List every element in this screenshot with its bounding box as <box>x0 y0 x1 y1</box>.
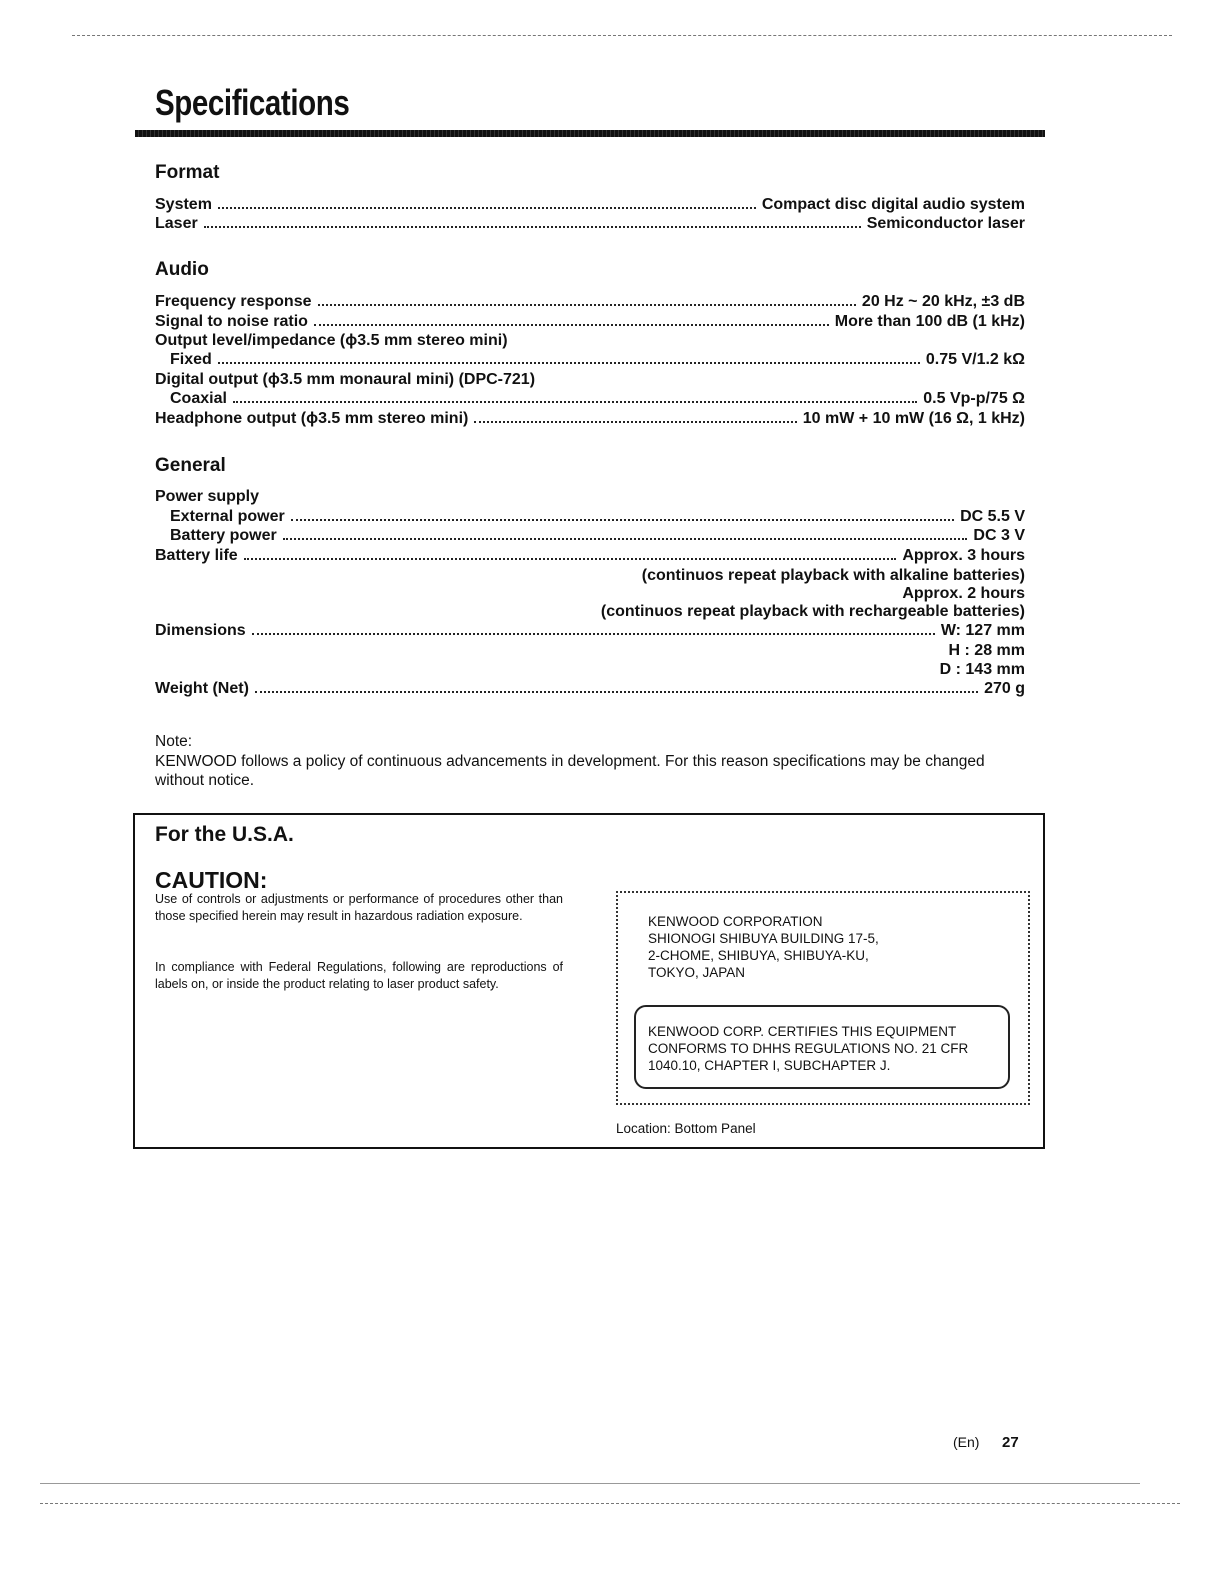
spec-value: W: 127 mm <box>940 622 1025 639</box>
spec-row-laser <box>155 214 1025 233</box>
spec-label: Headphone output (ϕ3.5 mm stereo mini) <box>155 410 469 427</box>
spec-row-external <box>170 507 1025 526</box>
spec-value: DC 3 V <box>973 527 1025 544</box>
spec-row-dimensions <box>155 621 1025 640</box>
note-label: Note: <box>155 733 193 750</box>
note-text: KENWOOD follows a policy of continuous advancements in development. For this reason specifications may be changed without notice. <box>155 753 985 789</box>
certification-text: KENWOOD CORP. CERTIFIES THIS EQUIPMENT CONFORMS TO DHHS REGULATIONS NO. 21 CFR 1040.10, CHAPTER I, SUBCHAPTER J. <box>648 1024 969 1073</box>
address-line: TOKYO, JAPAN <box>648 965 746 980</box>
spec-row-system <box>155 195 1025 214</box>
spec-label: Dimensions <box>155 622 246 639</box>
spec-value: Semiconductor laser <box>866 215 1025 232</box>
footer-language: (En) <box>953 1434 980 1450</box>
scan-bottom-line <box>40 1483 1140 1484</box>
spec-value: 270 g <box>984 680 1025 697</box>
caution-paragraph-2: In compliance with Federal Regulations, following are reproductions of labels on, or inside the product relating to laser product safety. <box>155 960 563 991</box>
spec-label: Battery power <box>170 527 277 544</box>
spec-row-headphone <box>155 409 1025 428</box>
digital-heading: Digital output (ϕ3.5 mm monaural mini) (DPC-721) <box>155 371 536 388</box>
battery-life-note-1: (continuos repeat playback with alkaline batteries) <box>641 567 1025 584</box>
caution-paragraph-1: Use of controls or adjustments or performance of procedures other than those specified herein may result in hazardous radiation exposure. <box>155 892 563 923</box>
format-heading: Format <box>155 162 220 183</box>
spec-value: Compact disc digital audio system <box>761 196 1025 213</box>
power-heading: Power supply <box>155 488 260 505</box>
general-heading: General <box>155 455 226 476</box>
spec-value: 10 mW + 10 mW (16 Ω, 1 kHz) <box>802 410 1025 427</box>
dimension-depth: D : 143 mm <box>939 661 1025 678</box>
spec-label: Laser <box>155 215 198 232</box>
spec-label: Coaxial <box>170 390 227 407</box>
spec-value: 0.75 V/1.2 kΩ <box>925 351 1025 368</box>
certification-label <box>634 1005 1010 1089</box>
spec-label: Frequency response <box>155 293 312 310</box>
spec-row-fixed <box>170 350 1025 369</box>
spec-value: More than 100 dB (1 kHz) <box>834 313 1025 330</box>
spec-row-frequency <box>155 292 1025 311</box>
spec-row-battery <box>170 526 1025 545</box>
audio-heading: Audio <box>155 259 209 280</box>
address-line: KENWOOD CORPORATION <box>648 914 823 929</box>
dimension-height: H : 28 mm <box>948 642 1025 659</box>
spec-row-coaxial <box>170 389 1025 408</box>
address-line: 2-CHOME, SHIBUYA, SHIBUYA-KU, <box>648 948 869 963</box>
spec-label: Fixed <box>170 351 212 368</box>
spec-label: External power <box>170 508 285 525</box>
spec-row-battery-life <box>155 546 1025 565</box>
label-location: Location: Bottom Panel <box>616 1121 756 1136</box>
spec-row-weight <box>155 679 1025 698</box>
spec-value: 0.5 Vp-p/75 Ω <box>923 390 1025 407</box>
spec-label: Battery life <box>155 547 238 564</box>
spec-label: System <box>155 196 212 213</box>
laser-label-reproduction <box>616 891 1030 1105</box>
battery-life-value-2: Approx. 2 hours <box>902 585 1025 602</box>
address-line: SHIONOGI SHIBUYA BUILDING 17-5, <box>648 931 879 946</box>
spec-label: Signal to noise ratio <box>155 313 308 330</box>
page-title: Specifications <box>155 82 350 123</box>
scan-top-line <box>72 35 1172 36</box>
output-heading: Output level/impedance (ϕ3.5 mm stereo mini) <box>155 332 508 349</box>
caution-heading: CAUTION: <box>155 867 268 893</box>
battery-life-note-2: (continuos repeat playback with rechargeable batteries) <box>600 603 1025 620</box>
spec-value: DC 5.5 V <box>960 508 1025 525</box>
page-number: 27 <box>1002 1434 1019 1451</box>
usa-caution-box <box>133 813 1045 1149</box>
usa-title: For the U.S.A. <box>155 823 294 846</box>
scan-bottom-dash <box>40 1503 1180 1504</box>
manufacturer-address <box>648 913 879 981</box>
spec-value: Approx. 3 hours <box>902 547 1025 564</box>
spec-value: 20 Hz ~ 20 kHz, ±3 dB <box>861 293 1025 310</box>
spec-row-snr <box>155 312 1025 331</box>
spec-label: Weight (Net) <box>155 680 249 697</box>
title-rule <box>135 130 1045 137</box>
